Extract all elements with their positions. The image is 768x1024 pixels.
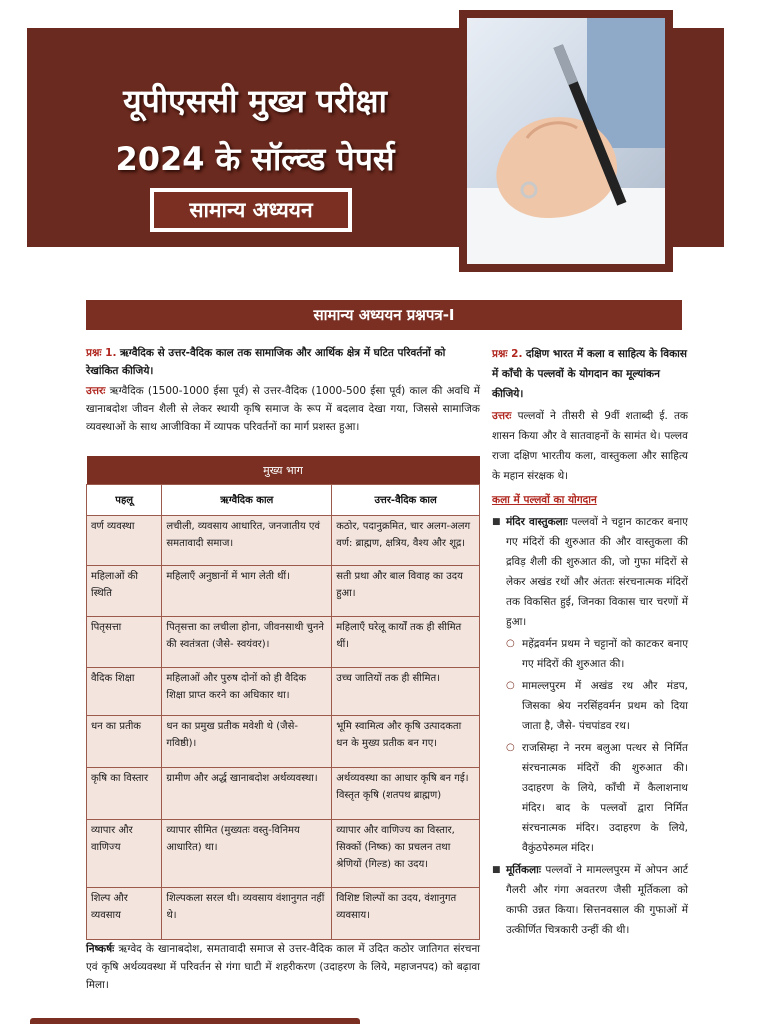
hand-writing-photo (467, 18, 665, 264)
table-cell: लचीली, व्यवसाय आधारित, जनजातीय एवं समतावादी समाज। (162, 516, 332, 566)
table-cell: कठोर, पदानुक्रमित, चार अलग-अलग वर्ण: ब्राह्मण, क्षत्रिय, वैश्य और शूद्र। (332, 516, 480, 566)
table-cell: सती प्रथा और बाल विवाह का उदय हुआ। (332, 566, 480, 617)
table-cell: अर्थव्यवस्था का आधार कृषि बन गई। विस्तृत कृषि (शतपथ ब्राह्मण) (332, 768, 480, 820)
table-cell: शिल्पकला सरल थी। व्यवसाय वंशानुगत नहीं थे। (162, 888, 332, 940)
footer-bar (30, 1018, 360, 1024)
table-cell: वैदिक शिक्षा (87, 668, 162, 716)
table-cell: महिलाओं की स्थिति (87, 566, 162, 617)
table-cell: शिल्प और व्यवसाय (87, 888, 162, 940)
answer-2 (492, 406, 688, 486)
table-header: ऋग्वैदिक काल (162, 485, 332, 516)
table-row (87, 668, 480, 716)
answer-1-label: उत्तरः (86, 385, 106, 397)
list-item: ○ राजसिम्हा ने नरम बलुआ पत्थर से निर्मित संरचनात्मक मंदिरों की शुरुआत की। उदाहरण के लिये, काँची में कैलाशनाथ मंदिर। बाद के पल्लवों द्वारा निर्मित संरचनात्मक मंदिर। उदाहरण के लिये, वैकुंठपेरुमल मंदिर। (492, 738, 688, 858)
bullet-label: मूर्तिकलाः (506, 864, 542, 876)
table-cell: भूमि स्वामित्व और कृषि उत्पादकता धन के मुख्य प्रतीक बन गए। (332, 716, 480, 768)
question-2 (492, 344, 688, 940)
question-1 (86, 344, 480, 436)
list-item: ○ मामल्लपुरम में अखंड रथ और मंडप, जिसका श्रेय नरसिंहवर्मन प्रथम को दिया जाता है, जैसे- पंचपांडव रथ। (492, 676, 688, 736)
table-cell: पितृसत्ता का लचीला होना, जीवनसाथी चुनने की स्वतंत्रता (जैसे- स्वयंवर)। (162, 617, 332, 668)
conclusion (86, 940, 480, 994)
question-1-body: ऋग्वैदिक से उत्तर-वैदिक काल तक सामाजिक और आर्थिक क्षेत्र में घटित परिवर्तनों को रेखांकित कीजिये। (86, 347, 446, 377)
table-row (87, 516, 480, 566)
answer-2-label: उत्तरः (492, 410, 512, 422)
table-cell: महिलाओं और पुरुष दोनों को ही वैदिक शिक्षा प्राप्त करने का अधिकार था। (162, 668, 332, 716)
table-row (87, 888, 480, 940)
subject-badge-label: सामान्य अध्ययन (154, 192, 348, 228)
table-cell: पितृसत्ता (87, 617, 162, 668)
answer-1 (86, 382, 480, 436)
title-line-2: 2024 के सॉल्व्ड पेपर्स (115, 140, 395, 178)
section-title: सामान्य अध्ययन प्रश्नपत्र-I (86, 300, 682, 330)
bullet-label: मंदिर वास्तुकलाः (506, 516, 568, 528)
table-caption: मुख्य भाग (87, 456, 480, 485)
comparison-table (86, 456, 480, 940)
table-cell: विशिष्ट शिल्पों का उदय, वंशानुगत व्यवसाय। (332, 888, 480, 940)
question-2-body: दक्षिण भारत में कला व साहित्य के विकास में काँची के पल्लवों के योगदान का मूल्यांकन कीजिये। (492, 348, 687, 400)
bullet-text: पल्लवों ने चट्टान काटकर बनाए गए मंदिरों की शुरुआत की और वास्तुकला की द्रविड़ शैली की शुरुआत की, जो गुफा मंदिरों से लेकर अखंड रथों और अंततः संरचनात्मक मंदिरों तक विकसित हुई, जिनका विकास चार चरणों में हुआ। (506, 516, 688, 628)
subject-badge (150, 188, 352, 232)
table-cell: व्यापार और वाणिज्य (87, 820, 162, 888)
question-1-text (86, 344, 480, 380)
table-cell: ग्रामीण और अर्द्ध खानाबदोश अर्थव्यवस्था। (162, 768, 332, 820)
table-cell: महिलाएँ घरेलू कार्यों तक ही सीमित थीं। (332, 617, 480, 668)
hand-with-pen-icon (467, 18, 665, 264)
bullet-sculpture (492, 860, 688, 940)
table-cell: कृषि का विस्तार (87, 768, 162, 820)
table-cell: व्यापार सीमित (मुख्यतः वस्तु-विनिमय आधारित) था। (162, 820, 332, 888)
subheading: कला में पल्लवों का योगदान (492, 494, 597, 506)
answer-2-body: पल्लवों ने तीसरी से 9वीं शताब्दी ई. तक शासन किया और वे सातवाहनों के सामंत थे। पल्लव राजा दक्षिण भारतीय कला, वास्तुकला और साहित्य के महान संरक्षक थे। (492, 410, 688, 482)
bullet-text: पल्लवों ने मामल्लपुरम में ओपन आर्ट गैलरी और गंगा अवतरण जैसी मूर्तिकला को काफी उन्नत किया। सित्तनवसाल की गुफाओं में उत्कीर्णित चित्रकारी उन्हीं की थी। (506, 864, 688, 936)
table-row (87, 820, 480, 888)
table-cell: महिलाएँ अनुष्ठानों में भाग लेती थीं। (162, 566, 332, 617)
question-2-label: प्रश्नः 2. (492, 348, 523, 360)
table-row (87, 768, 480, 820)
question-2-text (492, 344, 688, 404)
title-line-1: यूपीएससी मुख्य परीक्षा (123, 82, 387, 120)
table-cell: उच्च जातियों तक ही सीमित। (332, 668, 480, 716)
table-header: उत्तर-वैदिक काल (332, 485, 480, 516)
conclusion-text: ऋग्वेद के खानाबदोश, समतावादी समाज से उत्तर-वैदिक काल में उदित कठोर जातिगत संरचना एवं कृषि अर्थव्यवस्था में परिवर्तन से गंगा घाटी में शहरीकरण (उदाहरण के लिये, महाजनपद) को बढ़ावा मिला। (86, 943, 480, 991)
table-header: पहलू (87, 485, 162, 516)
table-row (87, 566, 480, 617)
conclusion-label: निष्कर्षः (86, 943, 115, 955)
bullet-temple-architecture (492, 512, 688, 632)
table-cell: धन का प्रतीक (87, 716, 162, 768)
page-title (60, 72, 450, 188)
answer-1-body: ऋग्वैदिक (1500-1000 ईसा पूर्व) से उत्तर-वैदिक (1000-500 ईसा पूर्व) काल की अवधि में खानाबदोश जीवन शैली से लेकर स्थायी कृषि समाज के रूप में बदलाव देखा गया, जिससे सामाजिक व्यवस्थाओं के साथ आजीविका में व्यापक परिवर्तनों का मार्ग प्रशस्त हुआ। (86, 385, 480, 433)
table-row (87, 716, 480, 768)
table-cell: वर्ण व्यवस्था (87, 516, 162, 566)
question-1-label: प्रश्नः 1. (86, 347, 117, 359)
list-item: ○ महेंद्रवर्मन प्रथम ने चट्टानों को काटकर बनाए गए मंदिरों की शुरुआत की। (492, 634, 688, 674)
table-row (87, 617, 480, 668)
table-cell: धन का प्रमुख प्रतीक मवेशी थे (जैसे- गविष्ठी)। (162, 716, 332, 768)
table-cell: व्यापार और वाणिज्य का विस्तार, सिक्कों (निष्क) का प्रचलन तथा श्रेणियों (गिल्ड) का उदय। (332, 820, 480, 888)
